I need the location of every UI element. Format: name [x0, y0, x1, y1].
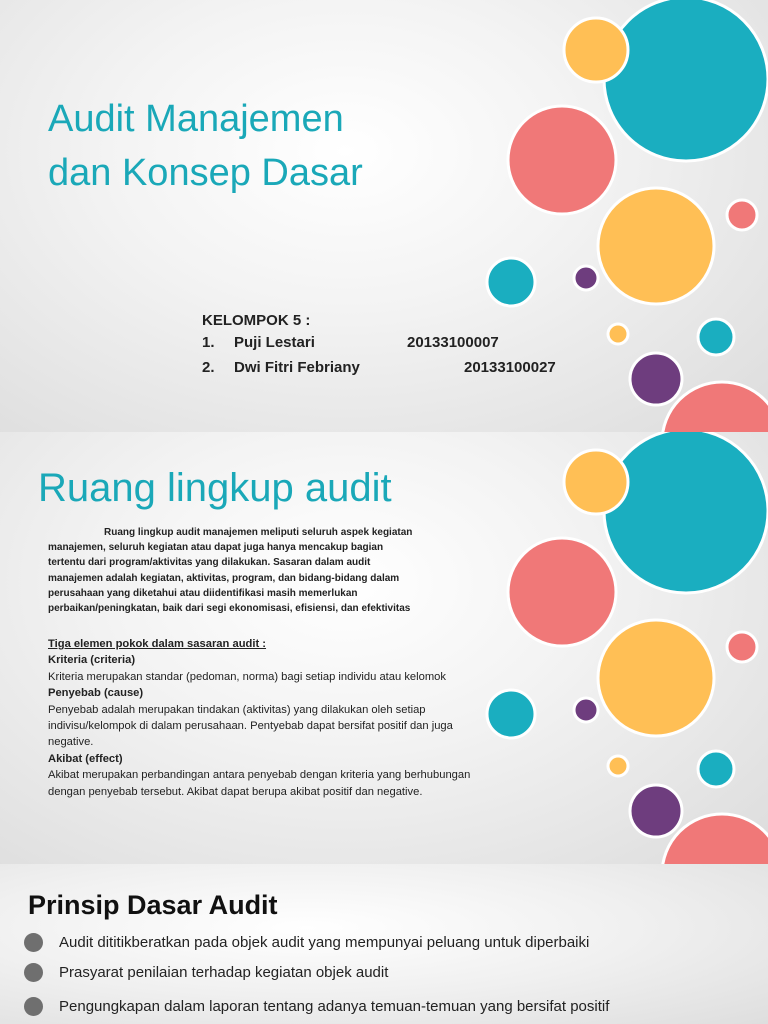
bullet-text: Prasyarat penilaian terhadap kegiatan objek audit: [59, 964, 389, 981]
purple-circle: [630, 353, 682, 405]
intro-line: Ruang lingkup audit manajemen meliputi seluruh aspek kegiatan: [104, 527, 413, 538]
element-term-criteria: Kriteria (criteria): [48, 654, 136, 667]
teal-circle-large: [604, 432, 768, 593]
intro-line: perusahaan yang diketahui atau diidentifikasi masih memerlukan: [48, 587, 358, 599]
yellow-circle-small: [608, 756, 628, 776]
element-desc-cause: indivisu/kelompok di dalam perusahaan. Pentyebab dapat bersifat positif dan juga: [48, 720, 453, 733]
element-term-cause: Penyebab (cause): [48, 687, 144, 700]
bullet-icon: [24, 963, 43, 982]
scope-title: Ruang lingkup audit: [38, 466, 392, 510]
element-desc-cause: negative.: [48, 736, 94, 749]
purple-circle-small: [574, 698, 598, 722]
purple-circle-small: [574, 266, 598, 290]
purple-circle: [630, 785, 682, 837]
principles-title: Prinsip Dasar Audit: [28, 890, 278, 920]
yellow-circle: [564, 450, 628, 514]
member-1-id: 20133100007: [407, 334, 499, 351]
elements-heading: Tiga elemen pokok dalam sasaran audit :: [48, 638, 267, 650]
coral-circle-small: [727, 632, 757, 662]
member-1-name: Puji Lestari: [234, 334, 315, 351]
slide-title-heading: [48, 92, 363, 200]
intro-line: manajemen adalah kegiatan, aktivitas, program, dan bidang-bidang dalam: [48, 572, 400, 584]
intro-line: tertentu dari program/aktivitas yang dilakukan. Sasaran dalam audit: [48, 557, 371, 569]
bullet-icon: [24, 933, 43, 952]
teal-circle: [698, 751, 734, 787]
scope-intro-paragraph: [48, 525, 453, 616]
member-1-number: 1.: [202, 334, 215, 351]
yellow-circle: [598, 188, 714, 304]
coral-circle-small: [727, 200, 757, 230]
group-label: KELOMPOK 5 :: [202, 312, 311, 329]
element-term-effect: Akibat (effect): [48, 752, 123, 765]
member-2-name: Dwi Fitri Febriany: [234, 359, 360, 376]
element-desc-effect: Akibat merupakan perbandingan antara penyebab dengan kriteria yang berhubungan: [48, 769, 471, 782]
member-2-number: 2.: [202, 359, 215, 376]
teal-circle: [698, 319, 734, 355]
member-2-id: 20133100027: [464, 359, 556, 376]
teal-circle: [487, 258, 535, 306]
element-desc-criteria: Kriteria merupakan standar (pedoman, norma) bagi setiap individu atau kelomok: [48, 670, 446, 683]
audit-elements: [48, 636, 568, 800]
bullet-text: Pengungkapan dalam laporan tentang adanya temuan-temuan yang bersifat positif: [59, 998, 610, 1015]
title-line-2: dan Konsep Dasar: [48, 152, 363, 194]
slide-scope: [0, 432, 768, 864]
teal-circle-large: [604, 0, 768, 161]
coral-circle: [508, 106, 616, 214]
bullet-icon: [24, 997, 43, 1016]
intro-line: manajemen, seluruh kegiatan atau dapat juga hanya mencakup bagian: [48, 542, 384, 554]
intro-line: perbaikan/peningkatan, baik dari segi ekonomisasi, efisiensi, dan efektivitas: [48, 603, 411, 615]
yellow-circle: [598, 620, 714, 736]
yellow-circle-small: [608, 324, 628, 344]
yellow-circle: [564, 18, 628, 82]
slide-principles: [0, 864, 768, 1024]
decorative-circles: [0, 0, 768, 432]
slide-title: [0, 0, 768, 432]
element-desc-effect: dengan penyebab tersebut. Akibat dapat berupa akibat positif dan negative.: [48, 785, 423, 798]
coral-circle: [508, 538, 616, 646]
title-line-1: Audit Manajemen: [48, 98, 344, 140]
element-desc-cause: Penyebab adalah merupakan tindakan (aktivitas) yang dilakukan oleh setiap: [48, 703, 426, 716]
bullet-text: Audit dititikberatkan pada objek audit yang mempunyai peluang untuk diperbaiki: [59, 934, 590, 951]
